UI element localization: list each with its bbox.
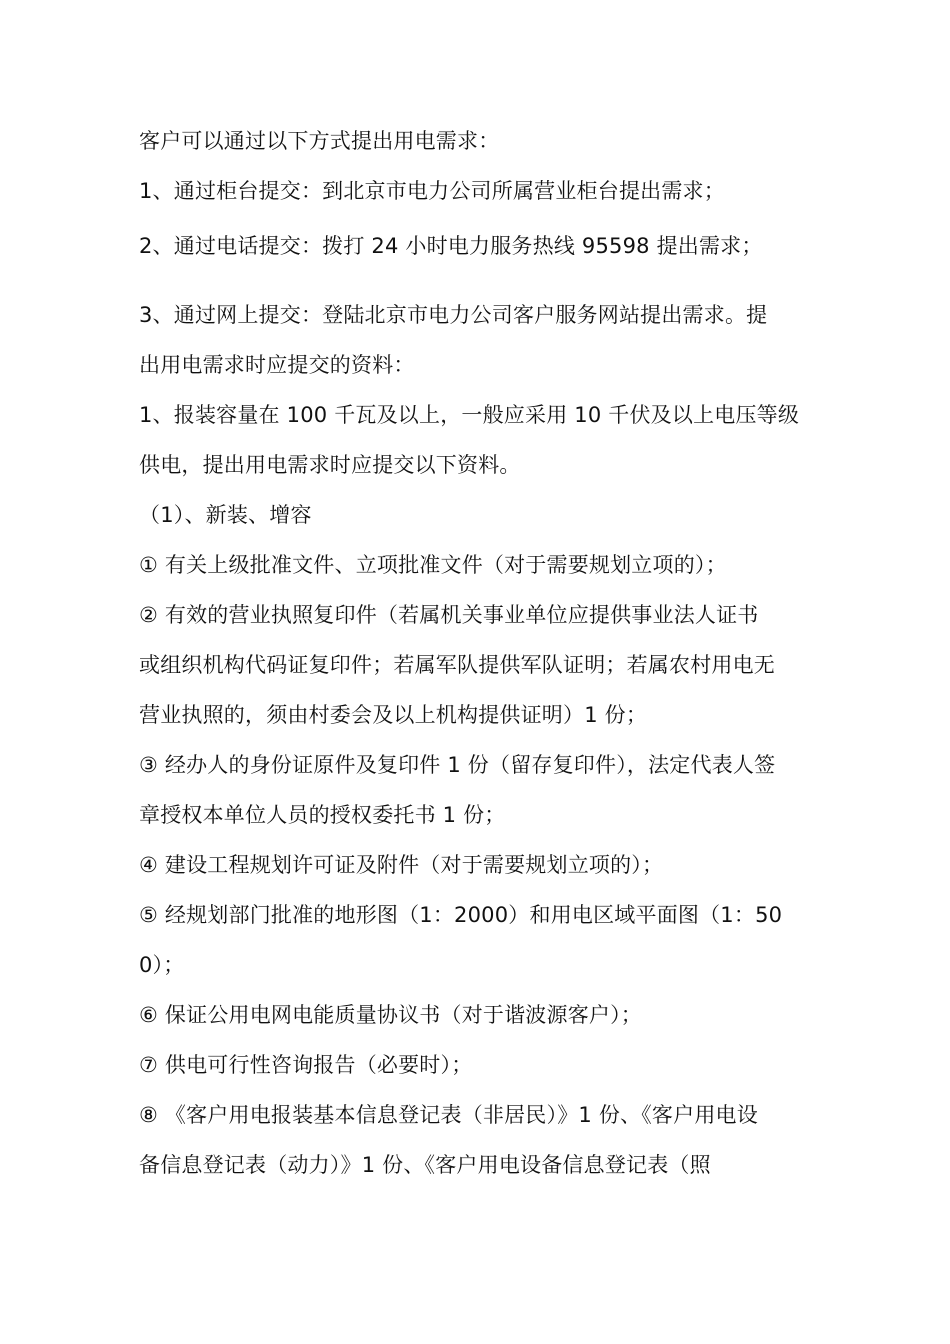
method-phone-line: 2、通过电话提交：拨打 24 小时电力服务热线 95598 提出需求； (139, 234, 763, 258)
intro-line: 客户可以通过以下方式提出用电需求： (139, 129, 500, 153)
item-3-line-2: 章授权本单位人员的授权委托书 1 份； (139, 803, 506, 827)
item-3-line: ③ 经办人的身份证原件及复印件 1 份（留存复印件），法定代表人签 (139, 753, 776, 777)
item-8-line-2: 备信息登记表（动力）》1 份、《客户用电设备信息登记表（照 (139, 1153, 711, 1177)
item-1-line: ① 有关上级批准文件、立项批准文件（对于需要规划立项的）； (139, 553, 727, 577)
item-2-line: ② 有效的营业执照复印件（若属机关事业单位应提供事业法人证书 (139, 603, 759, 627)
item-6-line: ⑥ 保证公用电网电能质量协议书（对于谐波源客户）； (139, 1003, 642, 1027)
materials-heading-line: 出用电需求时应提交的资料： (139, 353, 415, 377)
capacity-rule-line-2: 供电，提出用电需求时应提交以下资料。 (139, 453, 521, 477)
method-counter-line: 1、通过柜台提交：到北京市电力公司所属营业柜台提出需求； (139, 179, 725, 203)
item-4-line: ④ 建设工程规划许可证及附件（对于需要规划立项的）； (139, 853, 664, 877)
item-5-line: ⑤ 经规划部门批准的地形图（1：2000）和用电区域平面图（1：50 (139, 903, 783, 927)
subsection-heading: （1）、新装、增容 (139, 503, 312, 527)
item-2-line-2: 或组织机构代码证复印件；若属军队提供军队证明；若属农村用电无 (139, 653, 775, 677)
capacity-rule-line: 1、报装容量在 100 千瓦及以上，一般应采用 10 千伏及以上电压等级 (139, 403, 800, 427)
item-5-line-2: 0）； (139, 953, 185, 977)
item-8-line: ⑧ 《客户用电报装基本信息登记表（非居民）》1 份、《客户用电设 (139, 1103, 758, 1127)
item-7-line: ⑦ 供电可行性咨询报告（必要时）； (139, 1053, 473, 1077)
item-2-line-3: 营业执照的，须由村委会及以上机构提供证明）1 份； (139, 703, 648, 727)
method-online-line: 3、通过网上提交：登陆北京市电力公司客户服务网站提出需求。提 (139, 303, 768, 327)
